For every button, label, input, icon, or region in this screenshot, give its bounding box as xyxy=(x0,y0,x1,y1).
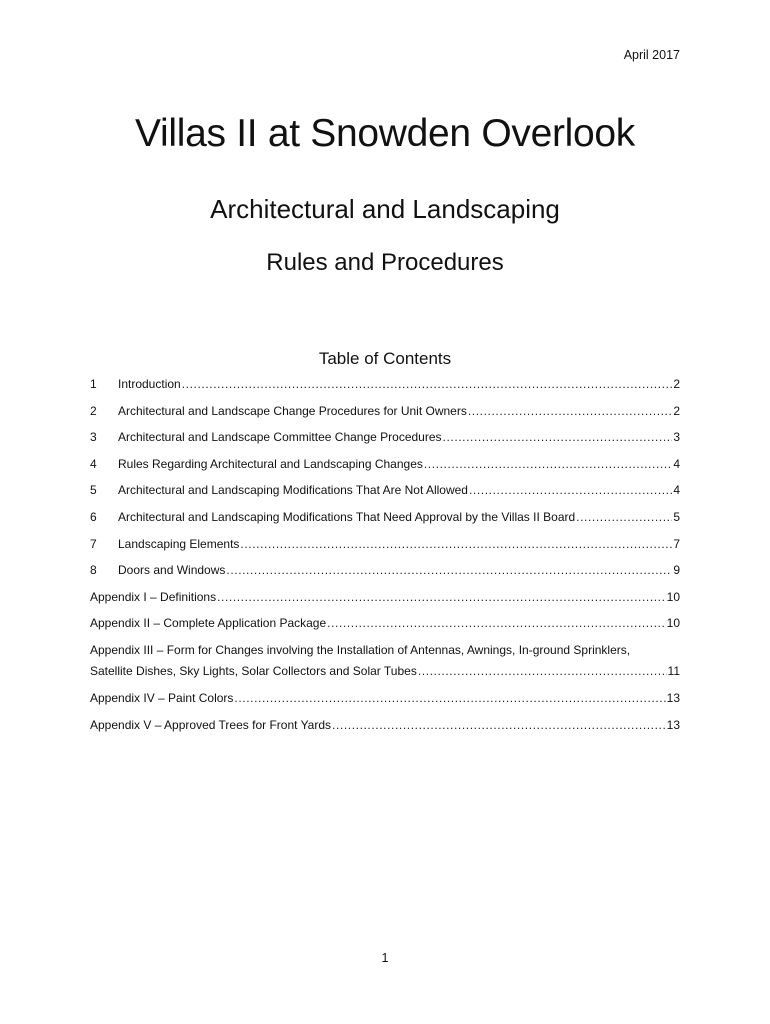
toc-entry-number: 3 xyxy=(90,430,97,445)
document-subtitle-line-2: Rules and Procedures xyxy=(266,249,504,276)
toc-appendix-3[interactable] xyxy=(90,643,680,691)
toc-entry-number: 6 xyxy=(90,509,97,524)
dot-leader xyxy=(332,718,666,732)
dot-leader xyxy=(418,664,667,678)
toc-entry-page: 7 xyxy=(673,536,680,551)
toc-entry-label: Architectural and Landscape Change Procedures for Unit Owners xyxy=(118,403,467,418)
toc-entry-6[interactable] xyxy=(90,510,680,537)
dot-leader xyxy=(468,404,672,418)
toc-entry-page: 2 xyxy=(673,377,680,391)
toc-appendix-page: 11 xyxy=(667,663,680,678)
toc-entry-4[interactable] xyxy=(90,457,680,484)
document-date: April 2017 xyxy=(623,48,680,62)
toc-entry-number: 1 xyxy=(90,377,97,391)
toc-appendix-label: Appendix II – Complete Application Package xyxy=(90,616,327,631)
toc-entry-page: 4 xyxy=(673,456,680,471)
document-title: Villas II at Snowden Overlook xyxy=(134,112,635,155)
toc-entry-label: Introduction xyxy=(118,377,181,391)
toc-entry-page: 2 xyxy=(673,403,680,418)
toc-entry-1[interactable] xyxy=(90,377,680,404)
dot-leader xyxy=(217,590,666,604)
toc-entry-label: Architectural and Landscaping Modifications That Are Not Allowed xyxy=(118,483,468,498)
toc-entry-number: 8 xyxy=(90,563,97,578)
toc-entry-label: Landscaping Elements xyxy=(118,536,240,551)
toc-appendix-5[interactable] xyxy=(90,718,680,745)
toc-entry-5[interactable] xyxy=(90,483,680,510)
toc-entry-number: 5 xyxy=(90,483,97,498)
dot-leader xyxy=(469,483,672,497)
toc-appendix-page: 10 xyxy=(666,589,680,604)
toc-appendix-1[interactable] xyxy=(90,590,680,617)
dot-leader xyxy=(576,510,672,524)
toc-entry-number: 7 xyxy=(90,536,97,551)
dot-leader xyxy=(443,430,673,444)
toc-entry-page: 3 xyxy=(673,430,680,445)
page-number: 1 xyxy=(381,951,389,965)
toc-entry-page: 9 xyxy=(673,563,680,578)
toc-entry-label: Architectural and Landscape Committee Change Procedures xyxy=(118,430,442,445)
toc-appendix-label: Appendix V – Approved Trees for Front Yards xyxy=(90,717,332,732)
table-of-contents xyxy=(90,377,680,744)
dot-leader xyxy=(327,616,665,630)
dot-leader xyxy=(240,537,672,551)
toc-appendix-page: 13 xyxy=(666,690,680,705)
toc-appendix-page: 10 xyxy=(666,616,680,631)
toc-appendix-label-line-1: Appendix III – Form for Changes involving the Installation of Antennas, Awnings, In-ground Sprinklers, xyxy=(90,642,631,657)
toc-appendix-4[interactable] xyxy=(90,691,680,718)
dot-leader xyxy=(234,691,665,705)
toc-entry-page: 5 xyxy=(673,509,680,524)
dot-leader xyxy=(226,563,672,577)
toc-entry-8[interactable] xyxy=(90,563,680,590)
toc-entry-label: Rules Regarding Architectural and Landscaping Changes xyxy=(118,456,423,471)
toc-appendix-2[interactable] xyxy=(90,616,680,643)
toc-entry-label: Doors and Windows xyxy=(118,563,226,578)
toc-entry-number: 4 xyxy=(90,456,97,471)
dot-leader xyxy=(182,377,673,391)
toc-appendix-label: Appendix IV – Paint Colors xyxy=(90,690,234,705)
toc-appendix-label-line-2: Satellite Dishes, Sky Lights, Solar Collectors and Solar Tubes xyxy=(90,663,417,678)
toc-appendix-page: 13 xyxy=(666,717,680,732)
toc-entry-2[interactable] xyxy=(90,404,680,431)
dot-leader xyxy=(424,457,672,471)
document-subtitle-line-1: Architectural and Landscaping xyxy=(210,194,560,224)
toc-entry-label: Architectural and Landscaping Modifications That Need Approval by the Villas II Board xyxy=(118,509,576,524)
toc-entry-3[interactable] xyxy=(90,430,680,457)
toc-entry-page: 4 xyxy=(673,483,680,498)
toc-heading: Table of Contents xyxy=(318,349,452,368)
toc-appendix-label: Appendix I – Definitions xyxy=(90,589,217,604)
toc-entry-number: 2 xyxy=(90,403,97,418)
toc-entry-7[interactable] xyxy=(90,537,680,564)
